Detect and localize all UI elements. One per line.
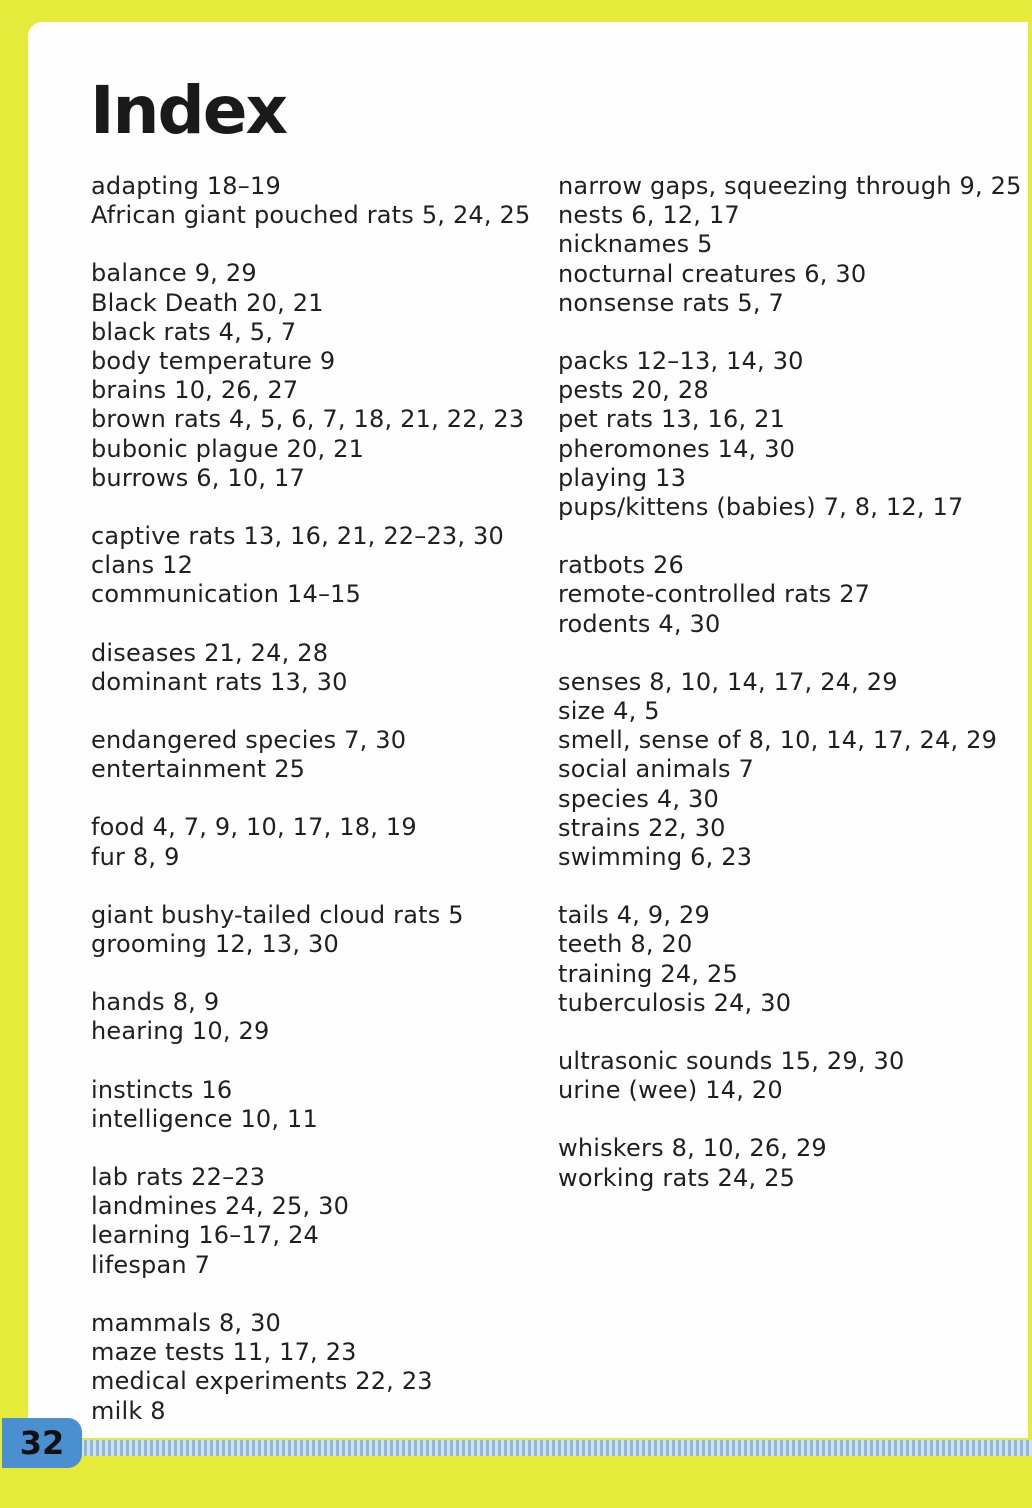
footer-band xyxy=(60,1440,1032,1456)
index-entry: maze tests 11, 17, 23 xyxy=(91,1338,357,1367)
index-group xyxy=(91,522,541,610)
index-entry: dominant rats 13, 30 xyxy=(91,667,348,696)
index-entry: mammals 8, 30 xyxy=(91,1308,282,1337)
index-entry: pests 20, 28 xyxy=(558,376,709,405)
index-entry: pups/kittens (babies) 7, 8, 12, 17 xyxy=(558,493,964,522)
index-group xyxy=(558,172,1022,318)
index-group xyxy=(558,347,998,522)
index-entry: urine (wee) 14, 20 xyxy=(558,1076,783,1105)
index-entry: brown rats 4, 5, 6, 7, 18, 21, 22, 23 xyxy=(91,405,525,434)
index-entry: bubonic plague 20, 21 xyxy=(91,434,365,463)
index-group xyxy=(558,551,998,639)
index-group xyxy=(558,1047,998,1105)
index-group xyxy=(558,901,998,1018)
index-column-right xyxy=(558,172,1022,1222)
index-group xyxy=(91,172,541,230)
index-entry: species 4, 30 xyxy=(558,784,719,813)
index-entry: playing 13 xyxy=(558,463,687,492)
index-entry: smell, sense of 8, 10, 14, 17, 24, 29 xyxy=(558,726,998,755)
index-entry: black rats 4, 5, 7 xyxy=(91,317,297,346)
index-entry: African giant pouched rats 5, 24, 25 xyxy=(91,201,531,230)
index-group xyxy=(91,1309,541,1426)
index-entry: lab rats 22–23 xyxy=(91,1163,266,1192)
index-entry: rodents 4, 30 xyxy=(558,609,721,638)
index-entry: nocturnal creatures 6, 30 xyxy=(558,259,867,288)
index-entry: senses 8, 10, 14, 17, 24, 29 xyxy=(558,667,898,696)
index-group xyxy=(91,988,541,1046)
index-entry: narrow gaps, squeezing through 9, 25 xyxy=(558,172,1022,200)
index-entry: whiskers 8, 10, 26, 29 xyxy=(558,1134,827,1163)
index-entry: strains 22, 30 xyxy=(558,813,726,842)
index-entry: pheromones 14, 30 xyxy=(558,434,796,463)
index-group xyxy=(91,639,541,697)
index-entry: hands 8, 9 xyxy=(91,988,220,1017)
index-entry: pet rats 13, 16, 21 xyxy=(558,405,786,434)
index-entry: working rats 24, 25 xyxy=(558,1163,796,1192)
index-group xyxy=(91,726,541,784)
index-entry: diseases 21, 24, 28 xyxy=(91,638,329,667)
index-entry: fur 8, 9 xyxy=(91,842,180,871)
index-entry: burrows 6, 10, 17 xyxy=(91,463,305,492)
index-entry: tuberculosis 24, 30 xyxy=(558,988,792,1017)
index-entry: adapting 18–19 xyxy=(91,172,281,200)
page-number: 32 xyxy=(2,1418,82,1468)
index-group xyxy=(91,259,541,493)
index-entry: training 24, 25 xyxy=(558,959,738,988)
index-entry: remote-controlled rats 27 xyxy=(558,580,871,609)
index-entry: communication 14–15 xyxy=(91,580,362,609)
page-title: Index xyxy=(90,72,287,149)
index-entry: ratbots 26 xyxy=(558,551,684,580)
index-column-left xyxy=(91,172,541,1455)
index-entry: nests 6, 12, 17 xyxy=(558,201,740,230)
index-entry: lifespan 7 xyxy=(91,1250,211,1279)
index-entry: packs 12–13, 14, 30 xyxy=(558,347,804,376)
index-entry: medical experiments 22, 23 xyxy=(91,1367,433,1396)
index-entry: size 4, 5 xyxy=(558,697,660,726)
index-group xyxy=(91,901,541,959)
index-entry: instincts 16 xyxy=(91,1075,233,1104)
index-entry: social animals 7 xyxy=(558,755,754,784)
index-entry: milk 8 xyxy=(91,1396,166,1425)
index-entry: endangered species 7, 30 xyxy=(91,726,407,755)
index-entry: teeth 8, 20 xyxy=(558,930,693,959)
index-entry: tails 4, 9, 29 xyxy=(558,901,710,930)
index-entry: nonsense rats 5, 7 xyxy=(558,288,784,317)
index-entry: landmines 24, 25, 30 xyxy=(91,1192,350,1221)
index-group xyxy=(558,668,998,872)
index-entry: intelligence 10, 11 xyxy=(91,1104,318,1133)
index-entry: giant bushy-tailed cloud rats 5 xyxy=(91,900,464,929)
index-group xyxy=(91,1163,541,1280)
index-entry: hearing 10, 29 xyxy=(91,1017,270,1046)
index-group xyxy=(558,1134,998,1192)
index-entry: clans 12 xyxy=(91,551,194,580)
index-entry: ultrasonic sounds 15, 29, 30 xyxy=(558,1047,905,1076)
index-entry: brains 10, 26, 27 xyxy=(91,376,299,405)
index-entry: balance 9, 29 xyxy=(91,259,257,288)
index-entry: entertainment 25 xyxy=(91,755,306,784)
index-entry: body temperature 9 xyxy=(91,347,336,376)
index-entry: swimming 6, 23 xyxy=(558,843,753,872)
index-entry: captive rats 13, 16, 21, 22–23, 30 xyxy=(91,522,504,551)
index-entry: nicknames 5 xyxy=(558,230,713,259)
index-entry: food 4, 7, 9, 10, 17, 18, 19 xyxy=(91,813,417,842)
index-group xyxy=(91,813,541,871)
index-entry: grooming 12, 13, 30 xyxy=(91,930,339,959)
index-entry: learning 16–17, 24 xyxy=(91,1221,320,1250)
index-entry: Black Death 20, 21 xyxy=(91,288,324,317)
index-group xyxy=(91,1076,541,1134)
